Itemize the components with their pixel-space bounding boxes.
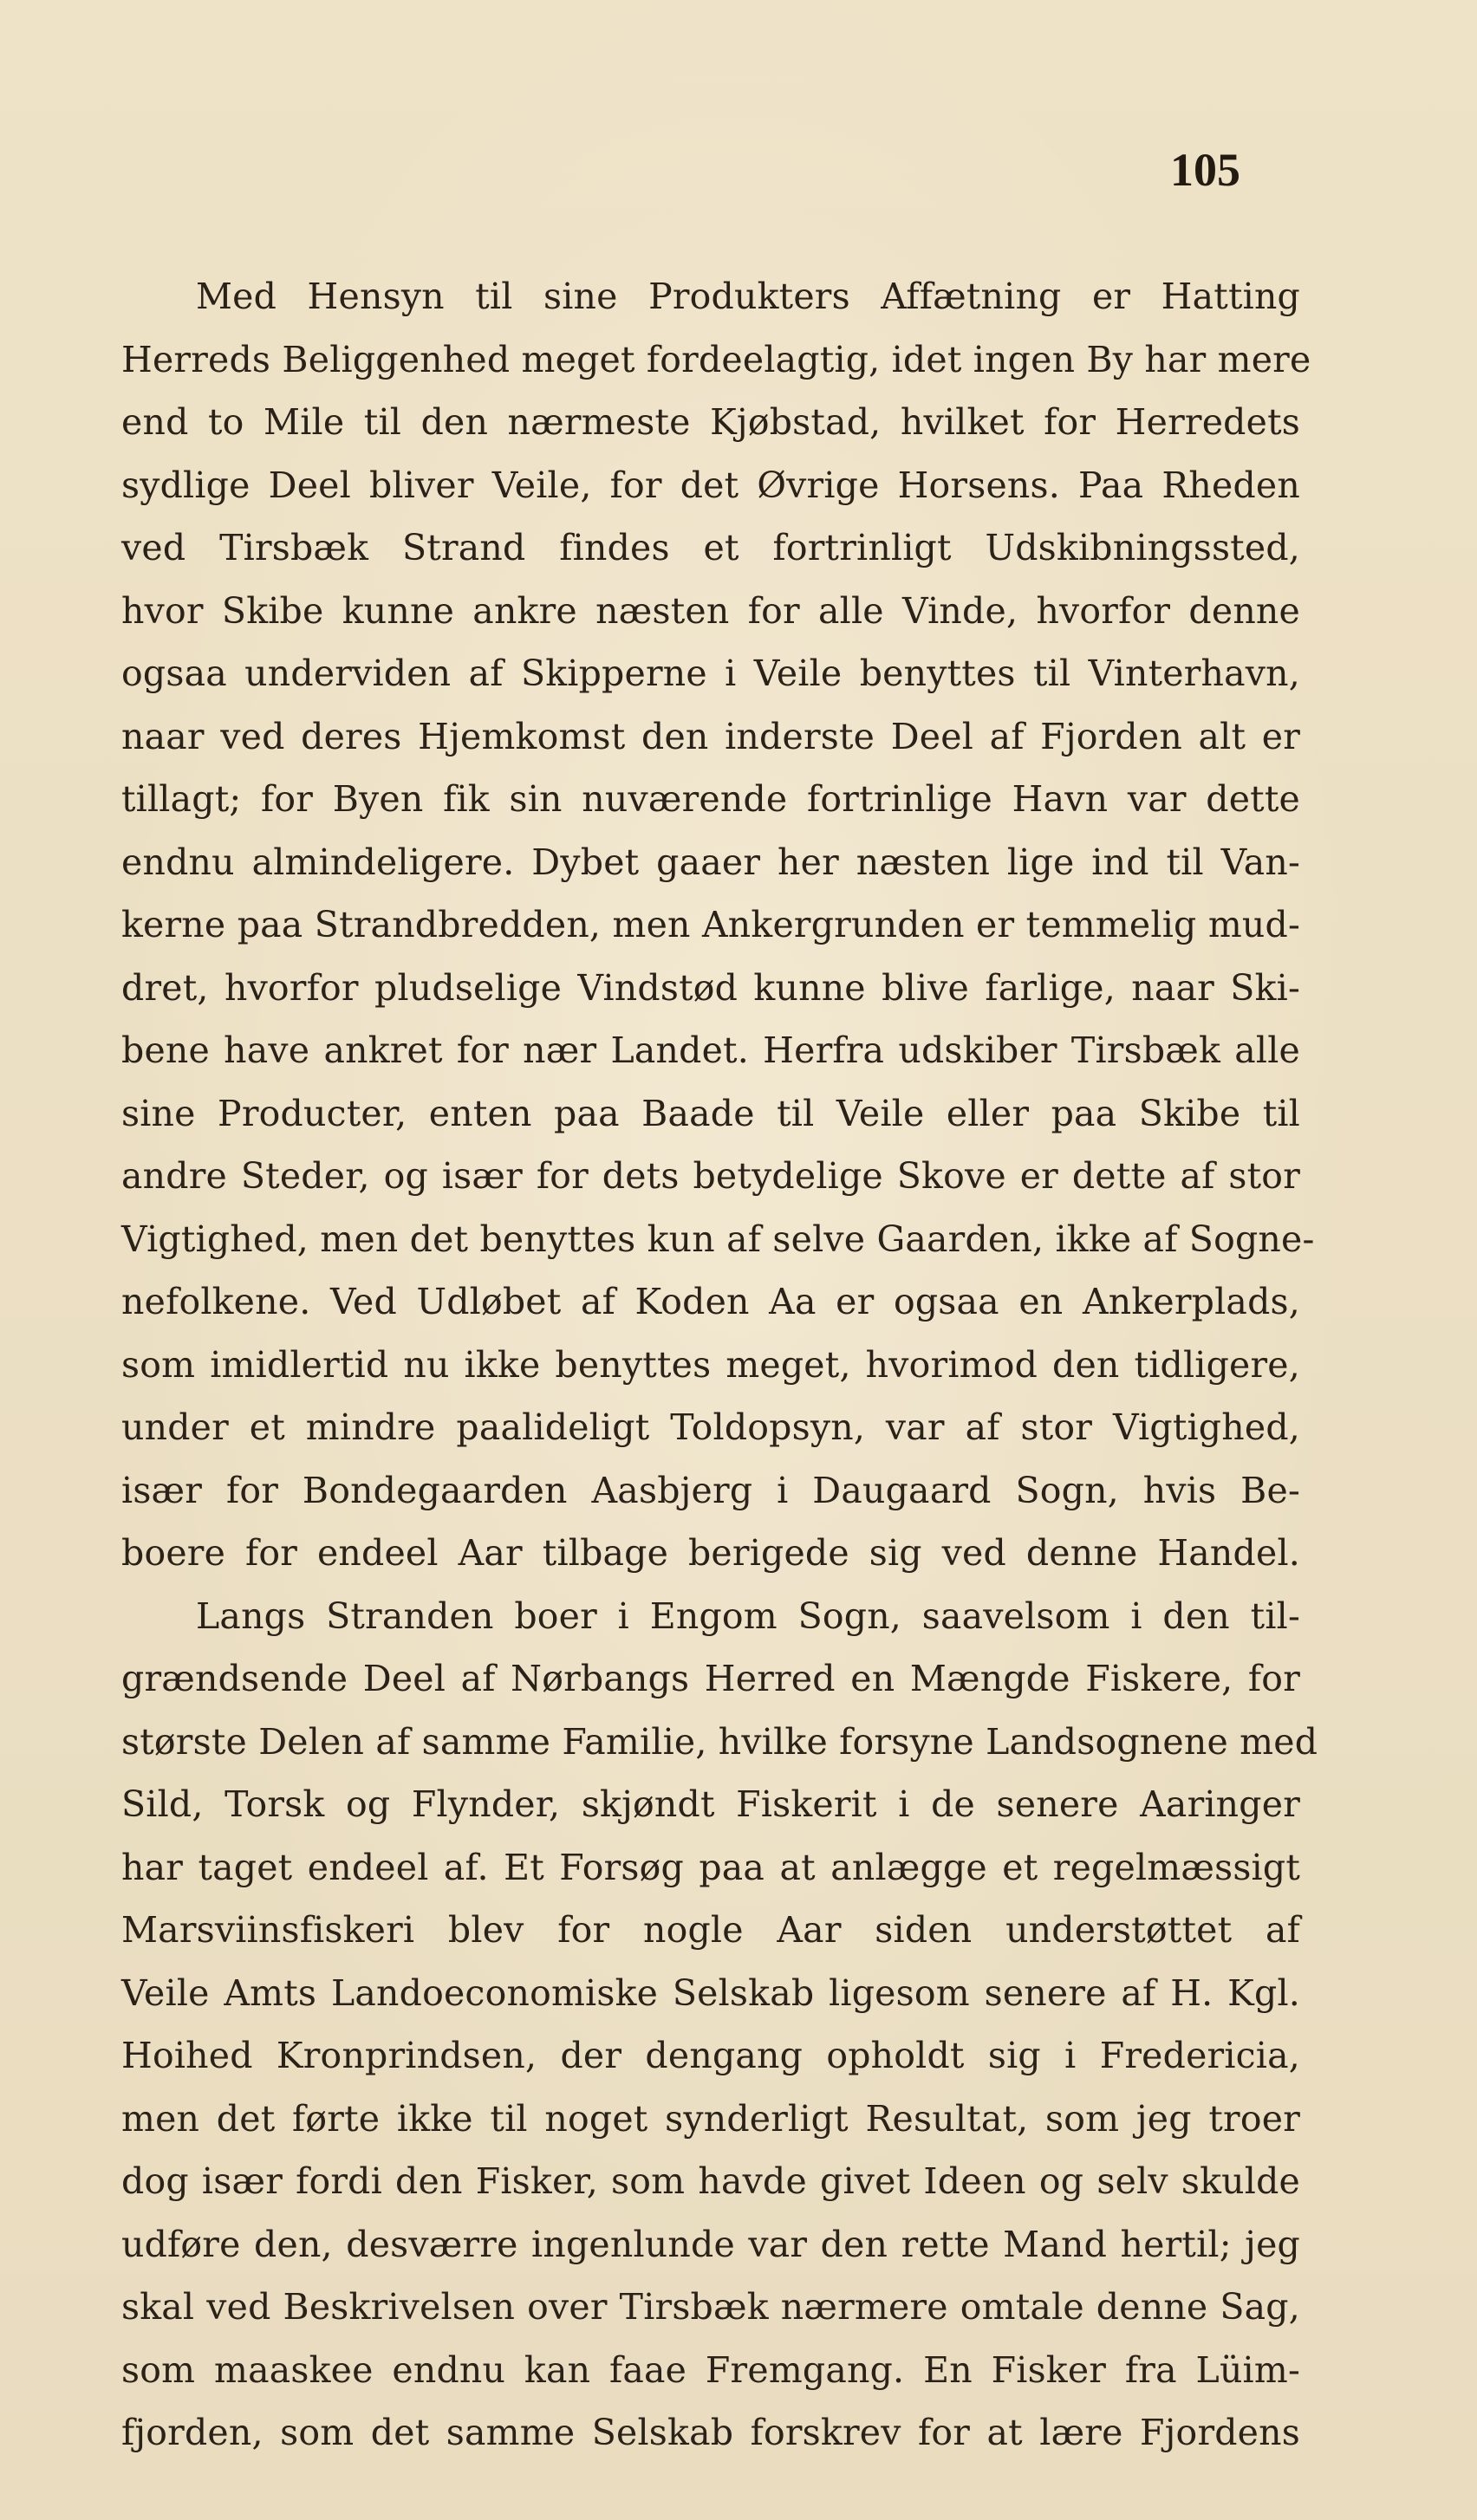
text-line: dog især fordi den Fisker, som havde givet Ideen og selv skulde [121,2160,1300,2202]
text-line: især for Bondegaarden Aasbjerg i Daugaard Sogn, hvis Be- [121,1469,1300,1511]
text-line: men det førte ikke til noget synderligt Resultat, som jeg troer [121,2097,1300,2140]
text-line: har taget endeel af. Et Forsøg paa at anlægge et regelmæssigt [121,1846,1300,1888]
text-line: under et mindre paalideligt Toldopsyn, var af stor Vigtighed, [121,1406,1300,1448]
text-line: tillagt; for Byen fik sin nuværende fortrinlige Havn var dette [121,778,1300,820]
text-line: Marsviinsfiskeri blev for nogle Aar siden understøttet af [121,1909,1300,1951]
body-text [121,265,1318,2465]
text-line: ogsaa underviden af Skipperne i Veile benyttes til Vinterhavn, [121,653,1300,694]
text-line: hvor Skibe kunne ankre næsten for alle Vinde, hvorfor denne [121,589,1300,632]
text-line: naar ved deres Hjemkomst den inderste Deel af Fjorden alt er [121,715,1300,757]
text-line: boere for endeel Aar tilbage berigede sig ved denne Handel. [121,1532,1300,1574]
text-line: endnu almindeligere. Dybet gaaer her næsten lige ind til Van- [121,841,1300,883]
text-line: Herreds Beliggenhed meget fordeelagtig, idet ingen By har mere [121,338,1311,380]
text-line: største Delen af samme Familie, hvilke forsyne Landsognene med [121,1720,1318,1763]
text-line: Hoihed Kronprindsen, der dengang opholdt sig i Fredericia, [121,2035,1300,2076]
text-line: fjorden, som det samme Selskab forskrev for at lære Fjordens [121,2412,1300,2453]
text-line: Vigtighed, men det benyttes kun af selve Gaarden, ikke af Sogne- [121,1218,1315,1260]
text-line: grændsende Deel af Nørbangs Herred en Mængde Fiskere, for [121,1658,1300,1699]
text-line: Langs Stranden boer i Engom Sogn, saavelsom i den til- [196,1594,1300,1637]
page-number: 105 [1170,144,1240,196]
text-line: som imidlertid nu ikke benyttes meget, hvorimod den tidligere, [121,1343,1300,1386]
text-line: skal ved Beskrivelsen over Tirsbæk nærmere omtale denne Sag, [121,2286,1300,2328]
text-line: Veile Amts Landoeconomiske Selskab ligesom senere af H. Kgl. [121,1971,1300,2014]
text-line: sydlige Deel bliver Veile, for det Øvrige Horsens. Paa Rheden [121,464,1300,506]
text-line: som maaskee endnu kan faae Fremgang. En Fisker fra Lüim- [121,2348,1300,2391]
text-line: ved Tirsbæk Strand findes et fortrinligt Udskibningssted, [121,527,1300,568]
text-line: andre Steder, og især for dets betydelige Skove er dette af stor [121,1155,1300,1197]
text-line: sine Producter, enten paa Baade til Veile eller paa Skibe til [121,1092,1300,1134]
text-line: udføre den, desværre ingenlunde var den rette Mand hertil; jeg [121,2223,1300,2265]
text-line: nefolkene. Ved Udløbet af Koden Aa er ogsaa en Ankerplads, [121,1281,1300,1322]
text-line: dret, hvorfor pludselige Vindstød kunne blive farlige, naar Ski- [121,966,1300,1009]
text-line: Sild, Torsk og Flynder, skjøndt Fiskerit i de senere Aaringer [121,1783,1300,1825]
text-line: bene have ankret for nær Landet. Herfra udskiber Tirsbæk alle [121,1029,1300,1071]
text-line: kerne paa Strandbredden, men Ankergrunden er temmelig mud- [121,904,1300,945]
text-line: Med Hensyn til sine Produkters Affætning er Hatting [196,276,1300,317]
text-line: end to Mile til den nærmeste Kjøbstad, hvilket for Herredets [121,401,1300,443]
